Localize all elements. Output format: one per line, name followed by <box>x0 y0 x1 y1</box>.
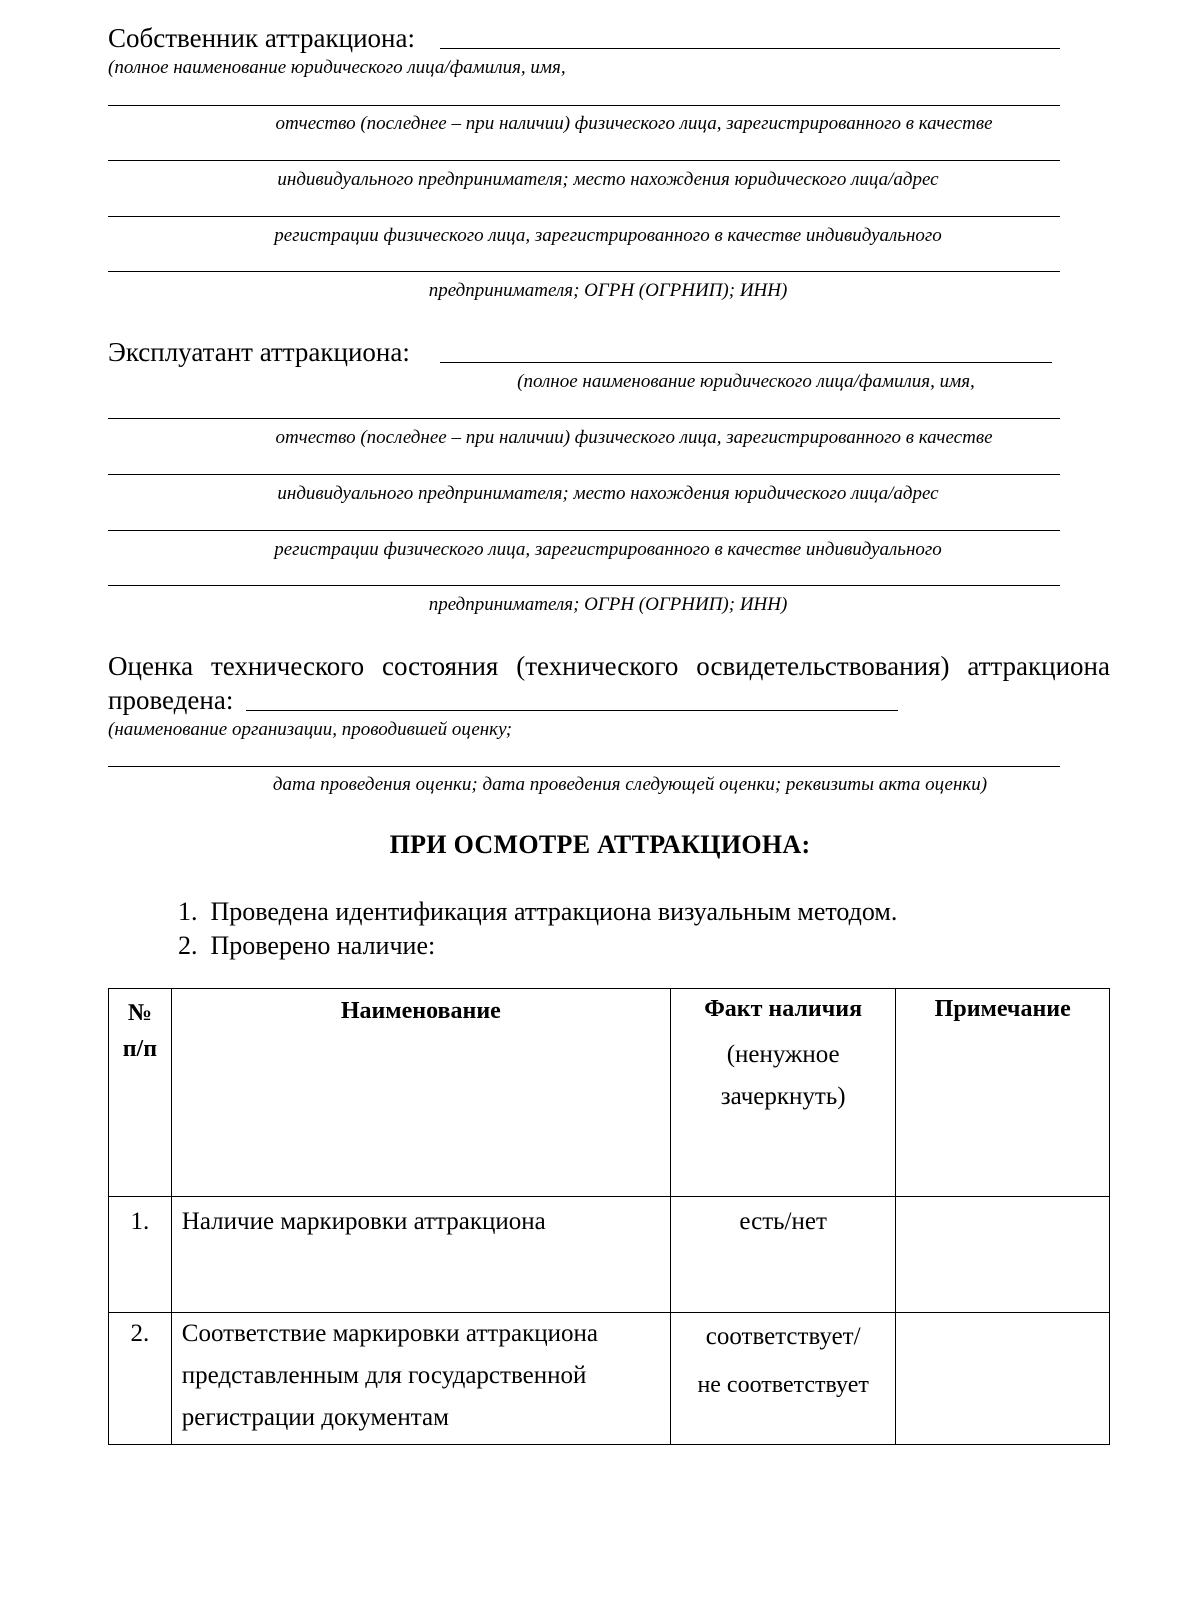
header-fact-note-2: зачеркнуть) <box>720 1083 846 1110</box>
operator-hint-5: предпринимателя; ОГРН (ОГРНИП); ИНН) <box>428 594 788 615</box>
row-num <box>109 1313 172 1445</box>
row-note[interactable] <box>896 1313 1110 1445</box>
inspection-table <box>108 988 1110 1445</box>
owner-input-line[interactable] <box>440 48 1060 49</box>
list-item-text: Проверено наличие: <box>210 931 436 960</box>
row-name-line: представленным для государственной <box>181 1362 587 1389</box>
operator-label: Эксплуатант аттракциона: <box>108 337 410 367</box>
row-name-line: Наличие маркировки аттракциона <box>181 1208 546 1235</box>
header-num-line1: № <box>127 1000 152 1026</box>
owner-line-3[interactable] <box>108 160 1060 161</box>
assessment-line-3[interactable] <box>108 766 1060 767</box>
operator-line-4[interactable] <box>108 530 1060 531</box>
row-name-line: Соответствие маркировки аттракциона <box>181 1320 599 1347</box>
row-num-text: 1. <box>130 1208 150 1235</box>
row-fact[interactable] <box>670 1313 896 1445</box>
operator-line-2[interactable] <box>108 418 1060 419</box>
row-name <box>171 1313 670 1445</box>
header-note <box>896 989 1110 1197</box>
operator-line-3[interactable] <box>108 474 1060 475</box>
row-num <box>109 1197 172 1313</box>
operator-hint-1: (полное наименование юридического лица/фамилия, имя, <box>517 371 975 392</box>
operator-input-line[interactable] <box>440 362 1052 363</box>
operator-line-5[interactable] <box>108 585 1060 586</box>
row-name-line: регистрации документам <box>181 1404 449 1431</box>
row-fact-line: есть/нет <box>739 1208 827 1235</box>
owner-label: Собственник аттракциона: <box>108 23 415 53</box>
list-item-1 <box>178 896 897 928</box>
row-note[interactable] <box>896 1197 1110 1313</box>
list-item-2 <box>178 930 435 962</box>
owner-line-2[interactable] <box>108 105 1060 106</box>
row-num-text: 2. <box>130 1320 150 1347</box>
assessment-hint-1: (наименование организации, проводившей оценку; <box>108 719 513 740</box>
owner-hint-2: отчество (последнее – при наличии) физического лица, зарегистрированного в качестве <box>275 113 993 134</box>
header-name-text: Наименование <box>340 998 501 1024</box>
owner-hint-1: (полное наименование юридического лица/фамилия, имя, <box>108 57 566 78</box>
list-item-number: 2. <box>178 931 198 960</box>
operator-hint-4: регистрации физического лица, зарегистрированного в качестве индивидуального <box>274 539 942 560</box>
header-note-text: Примечание <box>934 996 1071 1022</box>
table-row <box>109 1313 1110 1445</box>
row-fact-line: не соответствует <box>697 1372 869 1398</box>
owner-hint-3: индивидуального предпринимателя; место нахождения юридического лица/адрес <box>277 169 939 190</box>
list-item-text: Проведена идентификация аттракциона визуальным методом. <box>210 897 898 926</box>
table-row <box>109 1197 1110 1313</box>
table-header-row <box>109 989 1110 1197</box>
header-num-line2: п/п <box>122 1036 158 1062</box>
assessment-hint-2: дата проведения оценки; дата проведения следующей оценки; реквизиты акта оценки) <box>272 774 988 795</box>
owner-hint-4: регистрации физического лица, зарегистрированного в качестве индивидуального <box>274 225 942 246</box>
list-item-number: 1. <box>178 897 198 926</box>
row-name <box>171 1197 670 1313</box>
assessment-line-2: проведена: <box>108 685 234 715</box>
header-num <box>109 989 172 1197</box>
section-title: ПРИ ОСМОТРЕ АТТРАКЦИОНА: <box>389 830 811 859</box>
header-fact-note-1: (ненужное <box>726 1041 840 1068</box>
header-name <box>171 989 670 1197</box>
assessment-line-1: Оценка технического состояния (технического освидетельствования) аттракциона <box>108 651 1110 681</box>
owner-line-4[interactable] <box>108 216 1060 217</box>
operator-hint-2: отчество (последнее – при наличии) физического лица, зарегистрированного в качестве <box>275 427 993 448</box>
row-fact-line: соответствует/ <box>705 1323 861 1350</box>
assessment-input-line[interactable] <box>246 710 898 711</box>
row-fact[interactable] <box>670 1197 896 1313</box>
operator-hint-3: индивидуального предпринимателя; место нахождения юридического лица/адрес <box>277 483 939 504</box>
header-fact <box>670 989 896 1197</box>
owner-hint-5: предпринимателя; ОГРН (ОГРНИП); ИНН) <box>428 280 788 301</box>
owner-line-5[interactable] <box>108 271 1060 272</box>
header-fact-text: Факт наличия <box>704 996 863 1022</box>
